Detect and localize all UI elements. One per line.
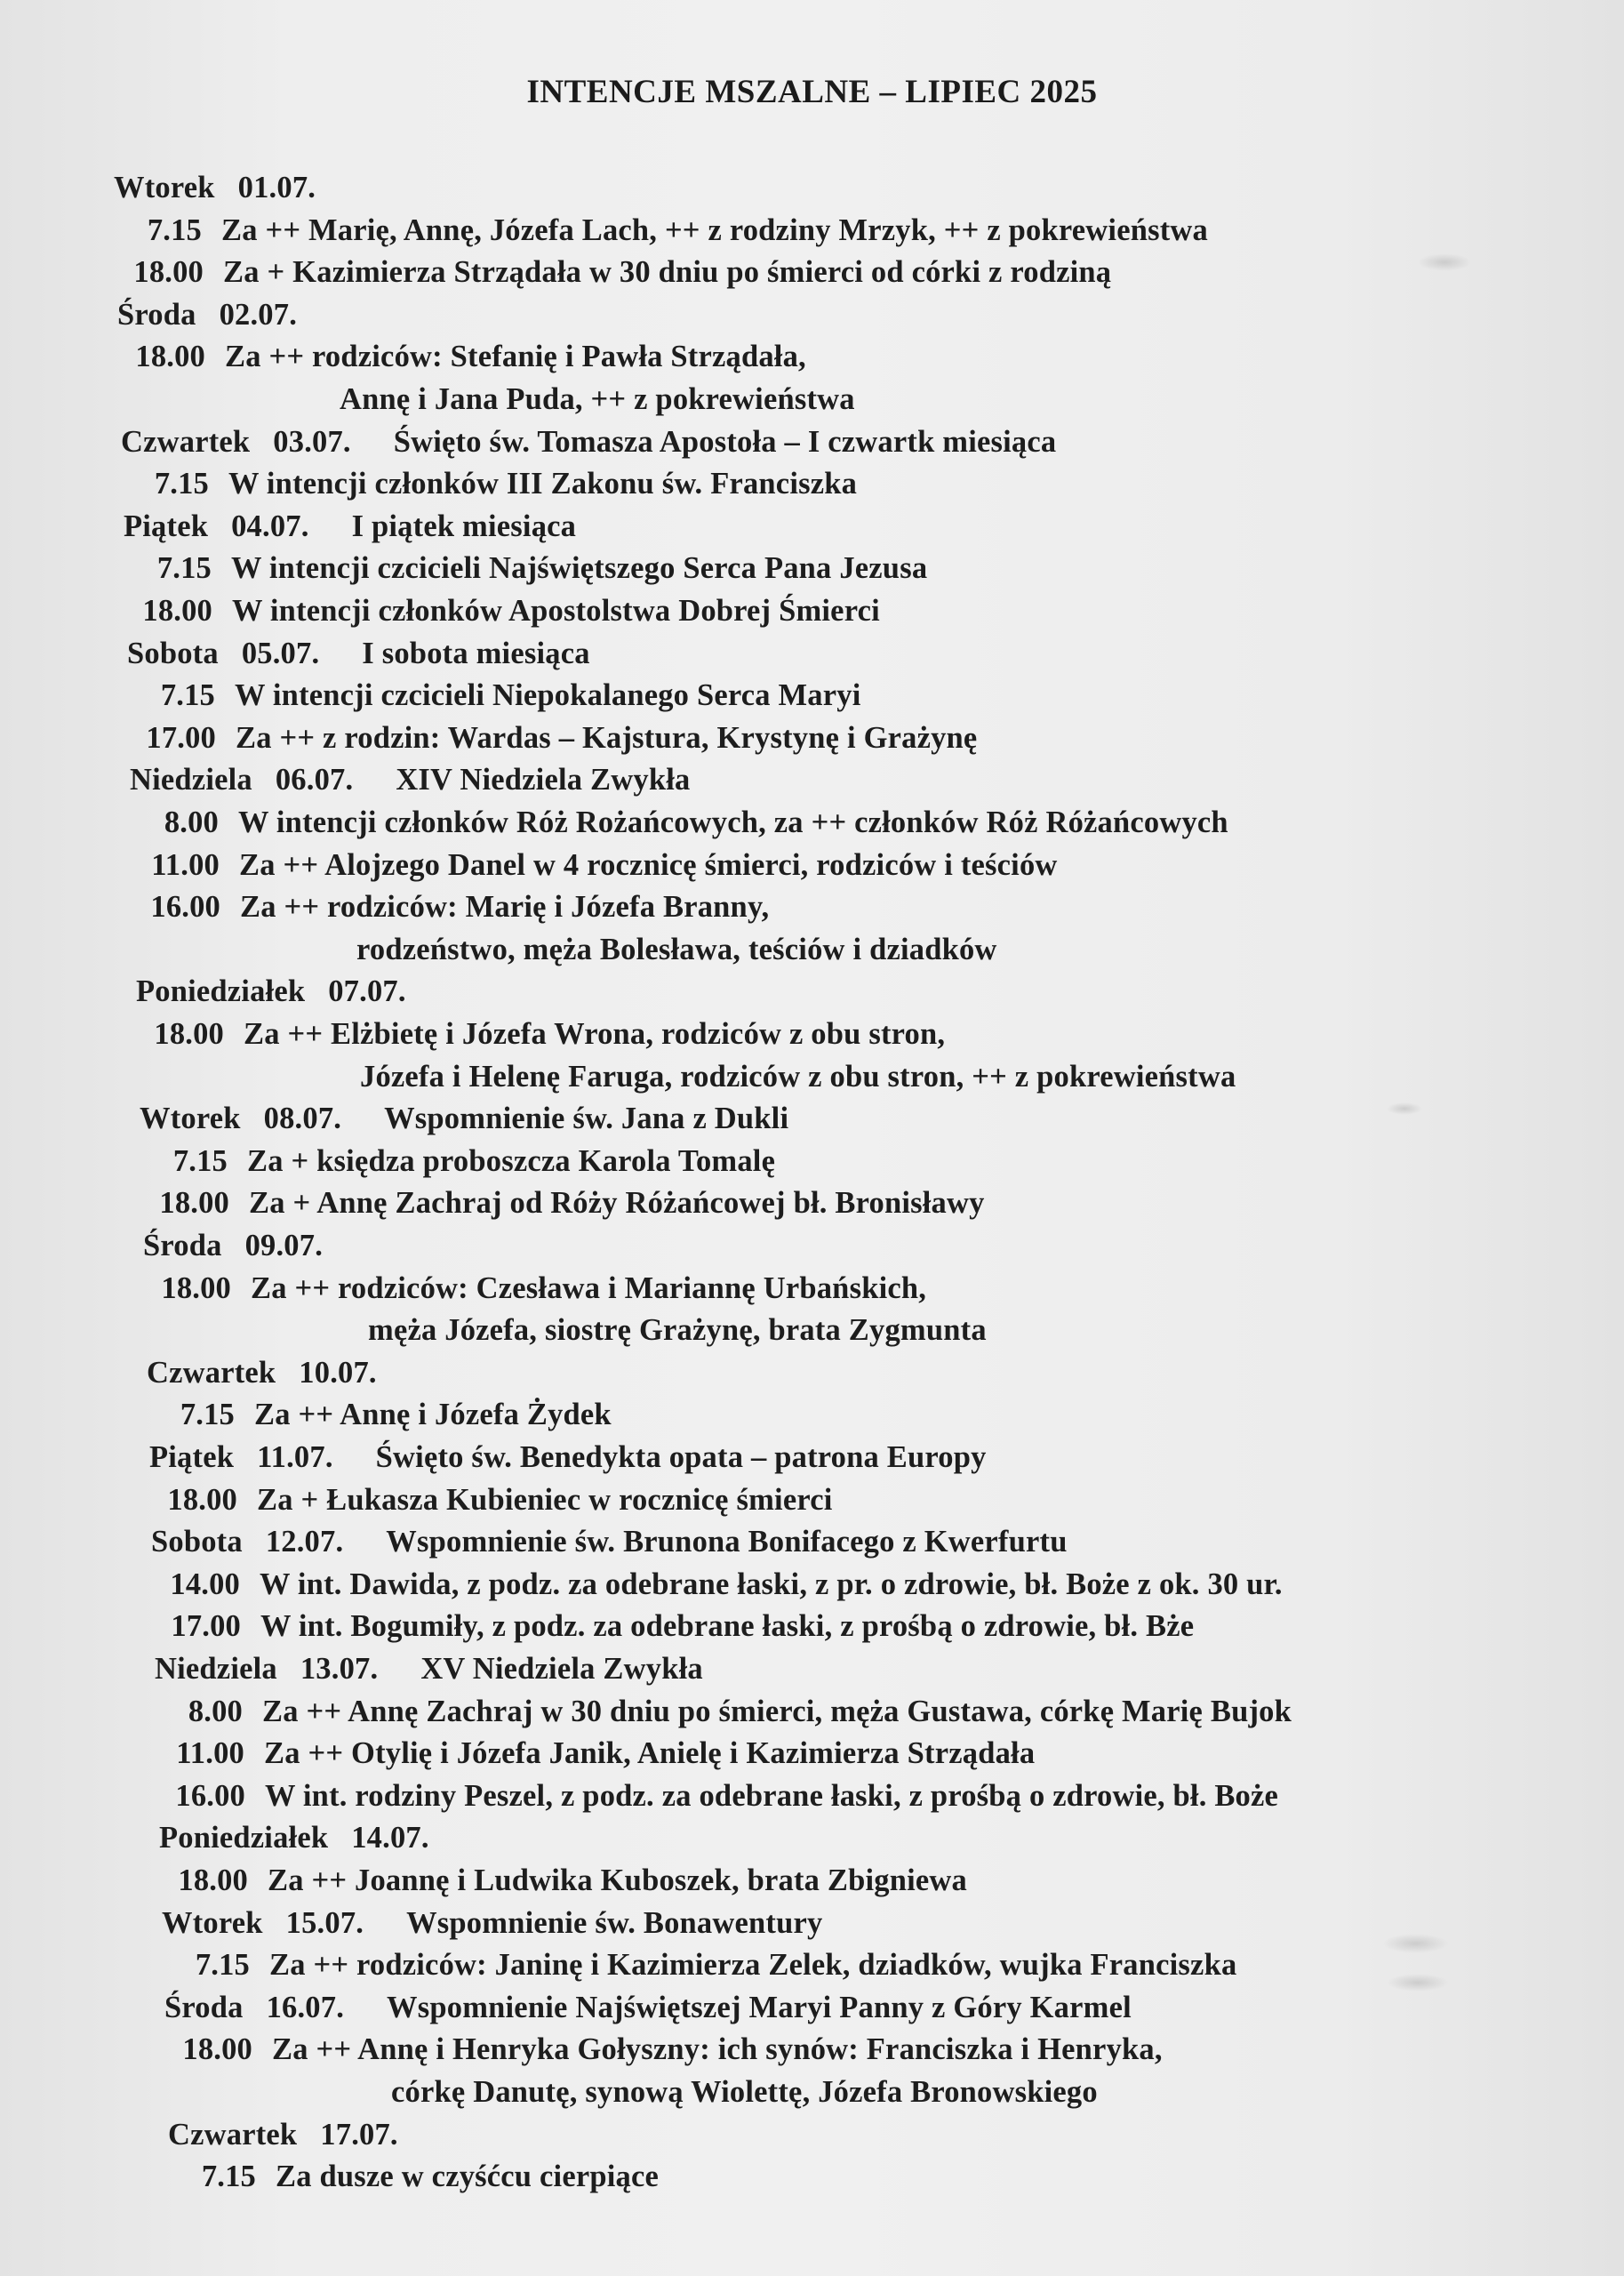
day-date: 13.07.: [300, 1652, 379, 1686]
day-name: Piątek: [149, 1440, 235, 1474]
day-header: [127, 633, 590, 674]
mass-time: 7.15: [154, 467, 209, 501]
mass-time: 16.00: [150, 890, 220, 924]
day-name: Sobota: [151, 1525, 243, 1559]
day-date: 07.07.: [328, 974, 406, 1008]
day-header: [136, 971, 406, 1012]
mass-intention: [124, 463, 857, 504]
mass-time: 18.00: [154, 1017, 224, 1051]
intention-text: W intencji czcicieli Niepokalanego Serca Maryi: [235, 678, 861, 712]
liturgical-note: Wspomnienie św. Bonawentury: [406, 1906, 823, 1940]
intention-text: Za ++ Marię, Annę, Józefa Lach, ++ z rodziny Mrzyk, ++ z pokrewieństwa: [221, 213, 1208, 247]
day-header: [149, 1437, 987, 1478]
mass-time: 17.00: [171, 1609, 241, 1643]
scan-smudge: [1387, 1974, 1449, 1992]
mass-intention: [155, 1564, 1283, 1605]
mass-time: 8.00: [188, 1695, 243, 1728]
day-date: 04.07.: [231, 509, 309, 543]
intention-continuation: męża Józefa, siostrę Grażynę, brata Zygmunta: [368, 1313, 987, 1347]
day-header: [130, 759, 690, 800]
day-header: [121, 421, 1056, 462]
mass-intention: [160, 1775, 1278, 1816]
day-date: 05.07.: [241, 637, 320, 670]
mass-time: 18.00: [161, 1271, 231, 1305]
intention-text: Za ++ rodziców: Janinę i Kazimierza Zelek, dziadków, wujka Franciszka: [269, 1948, 1237, 1982]
mass-intention: [131, 717, 977, 758]
mass-time: 18.00: [182, 2032, 252, 2066]
intention-continuation: Annę i Jana Puda, ++ z pokrewieństwa: [340, 382, 855, 416]
mass-intention: [120, 336, 806, 377]
mass-intention: [156, 1606, 1194, 1647]
scan-smudge: [1387, 1102, 1422, 1115]
day-name: Środa: [164, 1991, 244, 2024]
day-header: [155, 1648, 703, 1689]
intention-text: W intencji czcicieli Najświętszego Serca Pana Jezusa: [231, 551, 928, 585]
liturgical-note: XV Niedziela Zwykła: [420, 1652, 703, 1686]
day-name: Poniedziałek: [136, 974, 306, 1008]
mass-intention: [116, 210, 1208, 251]
intention-text: W intencji członków Róż Rożańcowych, za ++ członków Róż Różańcowych: [238, 805, 1228, 839]
mass-time: 16.00: [175, 1779, 245, 1813]
mass-intention: [152, 1479, 833, 1520]
mass-time: 18.00: [178, 1863, 248, 1897]
mass-intention: [118, 252, 1111, 293]
day-name: Czwartek: [147, 1356, 276, 1390]
mass-time: 7.15: [156, 551, 212, 585]
liturgical-note: I piątek miesiąca: [351, 509, 577, 543]
intention-text: Za + Kazimierza Strządała w 30 dniu po śmierci od córki z rodziną: [223, 255, 1112, 289]
intention-text: Za ++ rodziców: Czesława i Mariannę Urbańskich,: [251, 1271, 927, 1305]
day-date: 06.07.: [275, 763, 354, 797]
liturgical-note: Wspomnienie św. Jana z Dukli: [384, 1102, 789, 1135]
day-header: [124, 506, 576, 547]
liturgical-note: Wspomnienie Najświętszej Maryi Panny z Góry Karmel: [387, 1991, 1132, 2024]
mass-time: 7.15: [195, 1948, 250, 1982]
mass-time: 7.15: [201, 2160, 256, 2193]
intention-text: Za + księdza proboszcza Karola Tomalę: [247, 1144, 776, 1178]
mass-time: 18.00: [142, 594, 212, 628]
day-header: [143, 1225, 323, 1266]
mass-intention: [135, 886, 769, 927]
intention-text: Za ++ z rodzin: Wardas – Kajstura, Krystynę i Grażynę: [236, 721, 978, 755]
day-date: 17.07.: [320, 2118, 398, 2152]
intention-text: W int. Bogumiły, z podz. za odebrane łaski, z prośbą o zdrowie, bł. Bże: [260, 1609, 1195, 1643]
day-date: 03.07.: [273, 425, 351, 459]
day-header: [168, 2114, 398, 2155]
mass-intention: [149, 1394, 612, 1435]
mass-intention: [127, 590, 880, 631]
mass-intention: [159, 1733, 1035, 1774]
intention-text: Za + Annę Zachraj od Róży Różańcowej bł. Bronisławy: [249, 1186, 985, 1220]
liturgical-note: Święto św. Benedykta opata – patrona Europy: [375, 1440, 987, 1474]
day-header: [159, 1817, 429, 1858]
intention-text: Za ++ Joannę i Ludwika Kuboszek, brata Zbigniewa: [268, 1863, 967, 1897]
day-header: [117, 294, 297, 335]
intention-text: Za ++ Annę i Józefa Żydek: [254, 1398, 612, 1431]
day-header: [140, 1098, 788, 1139]
intention-text: W intencji członków III Zakonu św. Franciszka: [228, 467, 858, 501]
scan-smudge: [1418, 253, 1471, 271]
mass-time: 7.15: [180, 1398, 235, 1431]
mass-time: 7.15: [172, 1144, 228, 1178]
mass-intention: [144, 1182, 985, 1223]
mass-time: 11.00: [151, 848, 220, 882]
liturgical-note: XIV Niedziela Zwykła: [396, 763, 691, 797]
day-header: [114, 167, 316, 208]
intention-continuation: Józefa i Helenę Faruga, rodziców z obu stron, ++ z pokrewieństwa: [360, 1060, 1236, 1094]
day-date: 10.07.: [299, 1356, 377, 1390]
mass-time: 18.00: [133, 255, 204, 289]
day-date: 02.07.: [219, 298, 298, 332]
day-header: [162, 1903, 822, 1943]
intention-text: Za ++ Annę i Henryka Gołyszny: ich synów: Franciszka i Henryka,: [272, 2032, 1163, 2066]
mass-intention: [142, 1141, 775, 1182]
mass-intention: [163, 1860, 967, 1901]
intention-text: Za ++ rodziców: Marię i Józefa Branny,: [240, 890, 770, 924]
intention-text: W intencji członków Apostolstwa Dobrej Śmierci: [232, 594, 880, 628]
day-date: 01.07.: [237, 171, 316, 204]
mass-intention: [157, 1691, 1292, 1732]
liturgical-note: Wspomnienie św. Brunona Bonifacego z Kwerfurtu: [386, 1525, 1068, 1559]
day-header: [164, 1987, 1132, 2028]
intention-continuation: córkę Danutę, synową Wiolettę, Józefa Bronowskiego: [391, 2075, 1098, 2109]
mass-time: 7.15: [160, 678, 215, 712]
scan-smudge: [1382, 1934, 1449, 1953]
mass-time: 18.00: [167, 1483, 237, 1517]
mass-intention: [171, 2156, 659, 2197]
day-date: 11.07.: [257, 1440, 333, 1474]
day-date: 09.07.: [244, 1229, 324, 1262]
intention-text: Za ++ rodziców: Stefanię i Pawła Strządała,: [225, 340, 806, 373]
day-name: Niedziela: [130, 763, 252, 797]
day-name: Środa: [117, 298, 196, 332]
day-name: Wtorek: [162, 1906, 263, 1940]
intention-text: Za ++ Otylię i Józefa Janik, Anielę i Kazimierza Strządała: [264, 1736, 1036, 1770]
day-name: Środa: [143, 1229, 222, 1262]
day-name: Sobota: [127, 637, 219, 670]
intention-text: Za ++ Elżbietę i Józefa Wrona, rodziców z obu stron,: [244, 1017, 946, 1051]
intention-text: Za + Łukasza Kubieniec w rocznicę śmierci: [257, 1483, 833, 1517]
liturgical-note: I sobota miesiąca: [362, 637, 590, 670]
intention-text: Za ++ Annę Zachraj w 30 dniu po śmierci, męża Gustawa, córkę Marię Bujok: [262, 1695, 1292, 1728]
document-title: INTENCJE MSZALNE – LIPIEC 2025: [526, 74, 1098, 110]
mass-intention: [139, 1014, 945, 1054]
mass-time: 8.00: [164, 805, 219, 839]
liturgical-note: Święto św. Tomasza Apostoła – I czwartk miesiąca: [393, 425, 1057, 459]
mass-time: 11.00: [176, 1736, 244, 1770]
day-date: 12.07.: [265, 1525, 344, 1559]
mass-time: 18.00: [135, 340, 205, 373]
day-name: Piątek: [124, 509, 209, 543]
day-date: 16.07.: [266, 1991, 345, 2024]
intention-text: Za dusze w czyśćcu cierpiące: [276, 2160, 659, 2193]
mass-intention: [146, 1268, 926, 1309]
mass-time: 17.00: [146, 721, 216, 755]
mass-time: 18.00: [159, 1186, 229, 1220]
day-date: 14.07.: [351, 1821, 429, 1855]
intention-text: W int. rodziny Peszel, z podz. za odebrane łaski, z prośbą o zdrowie, bł. Boże: [265, 1779, 1279, 1813]
mass-intention: [134, 845, 1058, 886]
day-date: 08.07.: [263, 1102, 342, 1135]
day-name: Czwartek: [168, 2118, 298, 2152]
mass-time: 7.15: [147, 213, 202, 247]
day-name: Niedziela: [155, 1652, 277, 1686]
day-date: 15.07.: [285, 1906, 364, 1940]
day-header: [147, 1352, 377, 1393]
mass-time: 14.00: [170, 1567, 240, 1601]
day-name: Wtorek: [140, 1102, 241, 1135]
intention-continuation: rodzeństwo, męża Bolesława, teściów i dziadków: [356, 933, 997, 966]
mass-intention: [126, 548, 927, 589]
mass-intention: [130, 675, 861, 716]
intention-text: W int. Dawida, z podz. za odebrane łaski, z pr. o zdrowie, bł. Boże z ok. 30 ur.: [260, 1567, 1283, 1601]
day-header: [151, 1521, 1068, 1562]
day-name: Czwartek: [121, 425, 251, 459]
mass-intention: [167, 2029, 1163, 2070]
day-name: Wtorek: [114, 171, 215, 204]
mass-intention: [133, 802, 1228, 843]
mass-intention: [164, 1944, 1236, 1985]
intention-text: Za ++ Alojzego Danel w 4 rocznicę śmierci, rodziców i teściów: [239, 848, 1058, 882]
day-name: Poniedziałek: [159, 1821, 329, 1855]
